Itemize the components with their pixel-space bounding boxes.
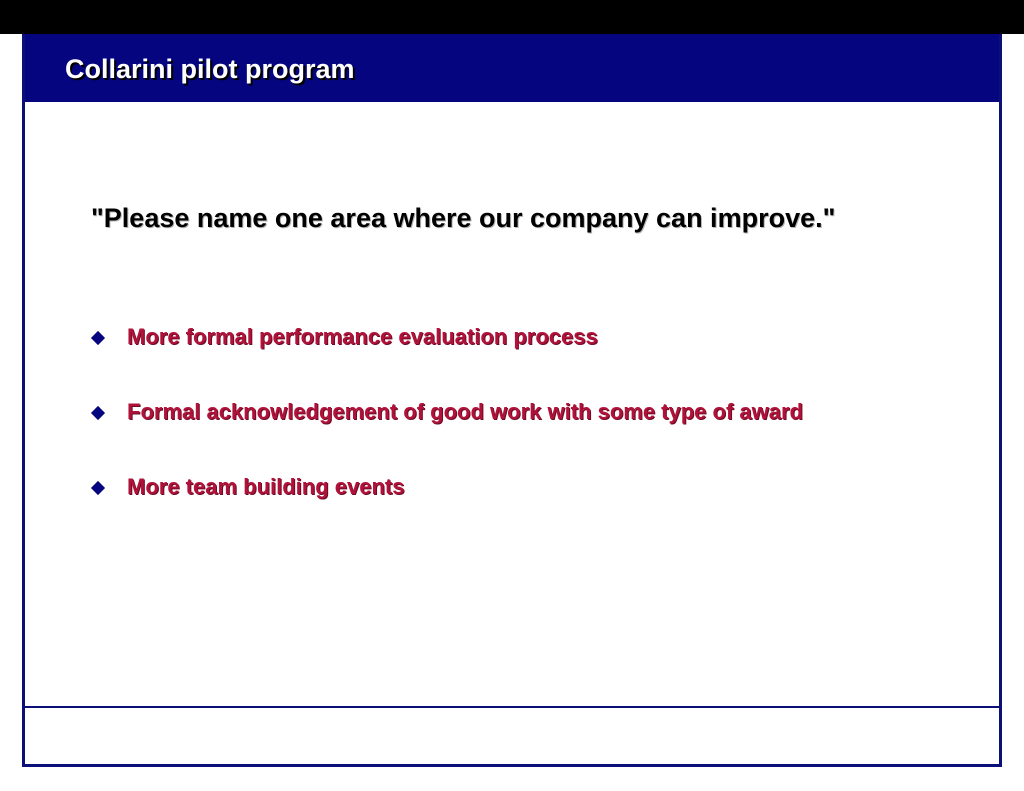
answer-item (89, 324, 989, 399)
answer-text: Formal acknowledgement of good work with some type of award (127, 399, 803, 424)
answer-text: More team building events (127, 474, 405, 499)
footer-divider (25, 706, 999, 708)
diamond-bullet-icon (91, 406, 105, 420)
top-black-bar (0, 0, 1024, 34)
slide-frame (22, 34, 1002, 767)
title-band (25, 34, 999, 102)
answer-list (89, 324, 989, 549)
diamond-bullet-icon (91, 331, 105, 345)
survey-question: "Please name one area where our company can improve." (91, 203, 836, 233)
answer-item (89, 399, 989, 474)
diamond-bullet-icon (91, 481, 105, 495)
slide-title: Collarini pilot program (65, 54, 355, 84)
answer-text: More formal performance evaluation process (127, 324, 598, 349)
answer-item (89, 474, 989, 549)
